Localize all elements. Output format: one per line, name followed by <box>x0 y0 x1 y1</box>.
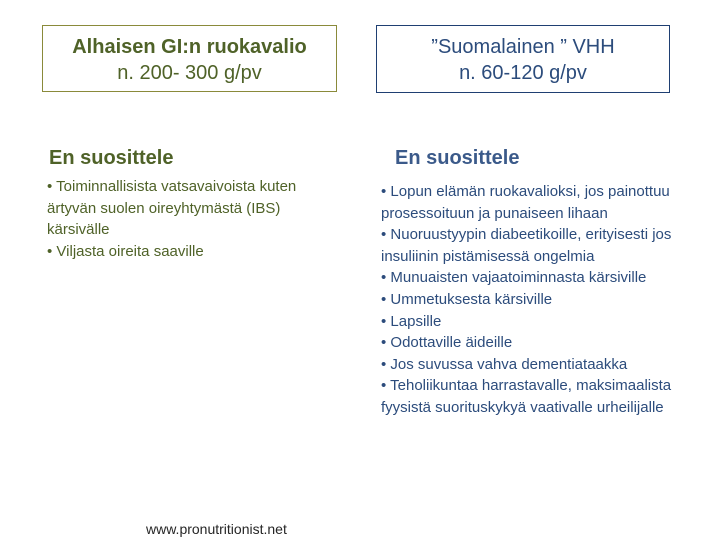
footer-url: www.pronutritionist.net <box>146 521 287 537</box>
left-column-heading: En suosittele <box>49 147 174 169</box>
list-item: • Teholiikuntaa harrastavalle, maksimaalista fyysistä suorituskykyä vaativalle urheilijalle <box>381 377 672 416</box>
finnish-lchf-box <box>376 25 670 93</box>
low-gi-diet-box <box>42 25 337 92</box>
right-column-heading: En suosittele <box>395 147 520 169</box>
list-item: • Nuoruustyypin diabeetikoille, erityisesti jos insuliinin pistämisessä ongelmia <box>381 226 672 265</box>
low-gi-diet-amount: n. 200- 300 g/pv <box>117 62 262 84</box>
list-item: • Ummetuksesta kärsiville <box>381 290 553 308</box>
finnish-lchf-title: ”Suomalainen ” VHH <box>431 36 615 58</box>
left-recommendation-list <box>47 176 347 262</box>
finnish-lchf-amount: n. 60-120 g/pv <box>459 62 587 84</box>
list-item: • Jos suvussa vahva dementiataakka <box>381 355 628 373</box>
list-item: • Munuaisten vajaatoiminnasta kärsiville <box>381 269 647 287</box>
list-item: • Odottaville äideille <box>381 334 513 352</box>
list-item: • Viljasta oireita saaville <box>47 242 204 260</box>
low-gi-diet-title: Alhaisen GI:n ruokavalio <box>72 36 307 58</box>
right-recommendation-list <box>381 181 681 419</box>
list-item: • Toiminnallisista vatsavaivoista kuten ärtyvän suolen oireyhtymästä (IBS) kärsivälle <box>47 178 297 239</box>
list-item: • Lapsille <box>381 312 442 330</box>
list-item: • Lopun elämän ruokavalioksi, jos painottuu prosessoituun ja punaiseen lihaan <box>381 183 670 222</box>
